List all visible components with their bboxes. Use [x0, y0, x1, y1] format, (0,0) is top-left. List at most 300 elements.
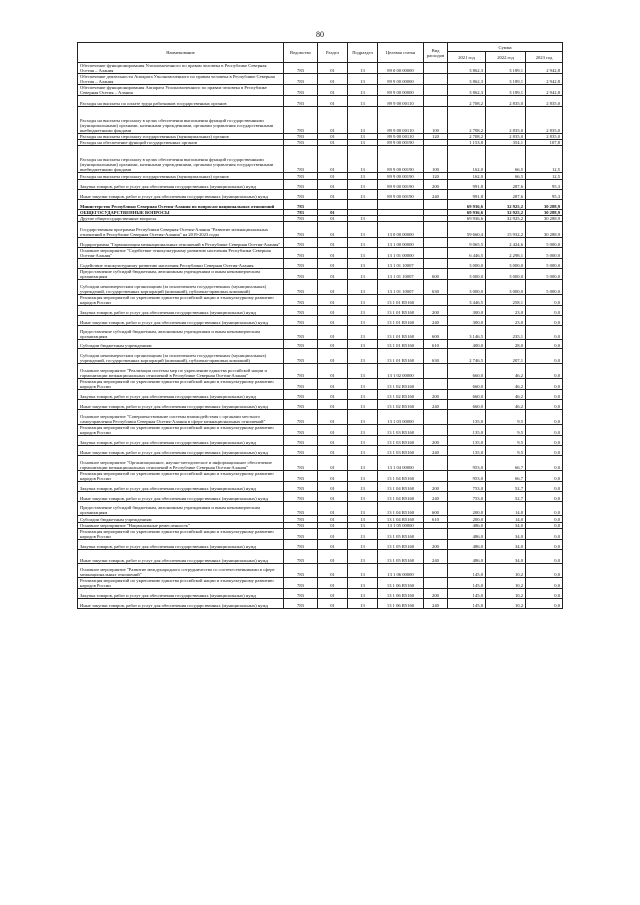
cell-2021: 69 936,6	[448, 216, 486, 222]
cell-2021: 660,0	[448, 390, 486, 400]
cell-ved: 783	[284, 550, 318, 564]
table-row	[78, 173, 563, 180]
cell-2022: 258,1	[486, 295, 526, 306]
cell-2022: 66,5	[486, 146, 526, 173]
cell-name: Расходы на выплаты персоналу государственных (муниципальных) органов	[78, 173, 284, 180]
cell-ved: 783	[284, 349, 318, 364]
cell-razdel: 01	[318, 326, 348, 340]
cell-target-article: 13 1 02 R5160	[378, 390, 424, 400]
cell-expense-type	[424, 63, 448, 74]
cell-razdel: 01	[318, 280, 348, 295]
table-row	[78, 190, 563, 200]
cell-2021: 69 936,6	[448, 200, 486, 210]
cell-razdel: 01	[318, 238, 348, 248]
cell-2021: 486,0	[448, 540, 486, 550]
cell-name: Другие общегосударственные вопросы	[78, 216, 284, 222]
cell-2022: 235,1	[486, 326, 526, 340]
cell-2021: 2 708,2	[448, 107, 486, 134]
cell-ved: 783	[284, 222, 318, 238]
cell-2023: 0,0	[526, 326, 563, 340]
cell-expense-type: 240	[424, 446, 448, 456]
cell-razdel: 01	[318, 516, 348, 523]
cell-podrazdel: 13	[348, 74, 378, 85]
cell-expense-type	[424, 96, 448, 107]
cell-2021: 6 446,5	[448, 248, 486, 259]
table-row	[78, 456, 563, 471]
table-row	[78, 107, 563, 134]
cell-2021: 486,0	[448, 523, 486, 529]
cell-2023: 5 000,0	[526, 269, 563, 280]
cell-2022: 34,0	[486, 540, 526, 550]
cell-target-article: 89 9 00 00190	[378, 190, 424, 200]
cell-target-article: 13 1 01 R5160	[378, 349, 424, 364]
cell-ved: 783	[284, 410, 318, 425]
cell-name: Иные закупки товаров, работ и услуг для обеспечения государственных (муниципальных) нужд	[78, 550, 284, 564]
cell-2022: 10,2	[486, 599, 526, 609]
cell-target-article: 89 9 00 00000	[378, 85, 424, 96]
cell-target-article: 13 1 04 R5160	[378, 502, 424, 516]
cell-ved: 783	[284, 146, 318, 173]
cell-podrazdel: 13	[348, 107, 378, 134]
cell-target-article: 13 1 06 00000	[378, 564, 424, 578]
cell-name: Иные закупки товаров, работ и услуг для обеспечения государственных (муниципальных) нужд	[78, 599, 284, 609]
cell-name: Содействие этнокультурному развитию населения Республики Северная Осетия-Алания	[78, 259, 284, 269]
cell-expense-type	[424, 456, 448, 471]
cell-ved: 783	[284, 210, 318, 216]
cell-podrazdel: 13	[348, 482, 378, 492]
cell-target-article: 13 0 00 00000	[378, 222, 424, 238]
cell-podrazdel: 13	[348, 190, 378, 200]
cell-podrazdel: 13	[348, 173, 378, 180]
cell-2023: 0,0	[526, 540, 563, 550]
cell-target-article: 13 1 04 00000	[378, 456, 424, 471]
cell-ved: 783	[284, 259, 318, 269]
cell-2021: 2 708,2	[448, 96, 486, 107]
cell-ved: 783	[284, 326, 318, 340]
cell-expense-type: 200	[424, 589, 448, 599]
cell-2021: 135,0	[448, 425, 486, 436]
cell-ved: 783	[284, 564, 318, 578]
cell-podrazdel: 13	[348, 340, 378, 349]
cell-razdel: 01	[318, 599, 348, 609]
cell-2021: 135,0	[448, 410, 486, 425]
cell-2022: 207,1	[486, 349, 526, 364]
cell-target-article: 13 1 01 10007	[378, 259, 424, 269]
cell-expense-type: 600	[424, 502, 448, 516]
cell-razdel: 01	[318, 180, 348, 190]
cell-2022: 10,2	[486, 589, 526, 599]
cell-2021: 660,0	[448, 379, 486, 390]
cell-expense-type: 240	[424, 190, 448, 200]
cell-2021: 486,0	[448, 529, 486, 540]
cell-podrazdel: 13	[348, 180, 378, 190]
cell-name: Иные закупки товаров, работ и услуг для обеспечения государственных (муниципальных) нужд	[78, 492, 284, 502]
cell-expense-type: 100	[424, 146, 448, 173]
cell-2021: 2 708,2	[448, 134, 486, 140]
header-year-2023: 2023 год	[526, 52, 563, 63]
cell-razdel: 01	[318, 316, 348, 326]
table-row	[78, 349, 563, 364]
cell-ved: 783	[284, 280, 318, 295]
table-row	[78, 482, 563, 492]
table-row	[78, 599, 563, 609]
cell-2022: 3 189,1	[486, 85, 526, 96]
cell-name: Расходы на выплаты персоналу государственных (муниципальных) органов	[78, 134, 284, 140]
cell-ved: 783	[284, 523, 318, 529]
cell-podrazdel: 13	[348, 316, 378, 326]
cell-target-article: 13 1 06 R5160	[378, 578, 424, 589]
cell-name: Закупка товаров, работ и услуг для обеспечения государственных (муниципальных) нужд	[78, 180, 284, 190]
cell-2021: 400,0	[448, 340, 486, 349]
table-row	[78, 502, 563, 516]
cell-2021: 991,8	[448, 190, 486, 200]
cell-name: Обеспечение функционирования Аппарата Уполномоченного по правам человека в Республике Северная Осетия – Алания	[78, 85, 284, 96]
cell-2022: 34,0	[486, 523, 526, 529]
cell-name: Иные закупки товаров, работ и услуг для обеспечения государственных (муниципальных) нужд	[78, 446, 284, 456]
table-row	[78, 340, 563, 349]
cell-2023: 95,3	[526, 180, 563, 190]
cell-2022: 2 835,0	[486, 107, 526, 134]
cell-2022: 2 298,1	[486, 248, 526, 259]
cell-expense-type: 200	[424, 482, 448, 492]
cell-podrazdel: 13	[348, 216, 378, 222]
cell-ved: 783	[284, 482, 318, 492]
table-row	[78, 295, 563, 306]
cell-ved: 783	[284, 436, 318, 446]
cell-expense-type	[424, 248, 448, 259]
cell-target-article: 13 1 04 R5160	[378, 516, 424, 523]
cell-podrazdel: 13	[348, 134, 378, 140]
cell-razdel: 01	[318, 502, 348, 516]
cell-podrazdel: 13	[348, 238, 378, 248]
cell-ved: 783	[284, 492, 318, 502]
cell-2023: 0,0	[526, 446, 563, 456]
cell-podrazdel: 13	[348, 259, 378, 269]
cell-target-article: 89 9 00 00000	[378, 74, 424, 85]
cell-podrazdel: 13	[348, 248, 378, 259]
cell-name: Субсидии бюджетным учреждениям	[78, 516, 284, 523]
cell-target-article: 13 1 01 10007	[378, 280, 424, 295]
cell-2023: 0,0	[526, 306, 563, 316]
cell-name: Субсидии некоммерческим организациям (за исключением государственных (муниципальных) учреждений, государственных корпораций (компаний), публично-правовых компаний)	[78, 280, 284, 295]
cell-podrazdel: 13	[348, 326, 378, 340]
table-row	[78, 222, 563, 238]
cell-expense-type: 240	[424, 599, 448, 609]
table-row	[78, 564, 563, 578]
cell-target-article: 13 1 04 R5160	[378, 471, 424, 482]
cell-expense-type: 600	[424, 326, 448, 340]
cell-2021: 486,0	[448, 550, 486, 564]
cell-ved: 783	[284, 456, 318, 471]
cell-ved: 783	[284, 502, 318, 516]
cell-ved: 783	[284, 295, 318, 306]
table-row	[78, 280, 563, 295]
cell-2021: 69 936,6	[448, 210, 486, 216]
cell-podrazdel	[348, 200, 378, 210]
cell-ved: 783	[284, 340, 318, 349]
cell-ved: 783	[284, 248, 318, 259]
cell-2021: 3 000,0	[448, 259, 486, 269]
cell-razdel: 01	[318, 492, 348, 502]
cell-2021: 135,0	[448, 436, 486, 446]
cell-podrazdel: 13	[348, 502, 378, 516]
cell-2022: 2 835,0	[486, 96, 526, 107]
cell-2023: 0,0	[526, 425, 563, 436]
cell-2022: 354,1	[486, 140, 526, 146]
cell-2022: 46,2	[486, 390, 526, 400]
cell-2023: 0,0	[526, 492, 563, 502]
cell-razdel: 01	[318, 471, 348, 482]
table-row	[78, 85, 563, 96]
cell-name: Реализация мероприятий по укреплению единства российской нации и этнокультурному развитию народов России	[78, 529, 284, 540]
header-razdel: Раздел	[318, 43, 348, 63]
cell-2023: 2 942,8	[526, 74, 563, 85]
cell-podrazdel: 13	[348, 379, 378, 390]
cell-2021: 162,0	[448, 173, 486, 180]
cell-ved: 783	[284, 589, 318, 599]
cell-name: Закупка товаров, работ и услуг для обеспечения государственных (муниципальных) нужд	[78, 436, 284, 446]
cell-2021: 3 000,0	[448, 269, 486, 280]
cell-podrazdel: 13	[348, 446, 378, 456]
cell-2023: 2 942,8	[526, 63, 563, 74]
header-year-2021: 2021 год	[448, 52, 486, 63]
cell-podrazdel: 13	[348, 550, 378, 564]
cell-podrazdel: 13	[348, 516, 378, 523]
cell-ved: 783	[284, 63, 318, 74]
cell-ved: 783	[284, 540, 318, 550]
cell-2022: 34,0	[486, 529, 526, 540]
cell-2022: 66,7	[486, 471, 526, 482]
header-year-2022: 2022 год	[486, 52, 526, 63]
cell-ved: 783	[284, 238, 318, 248]
cell-target-article: 13 1 00 00000	[378, 238, 424, 248]
cell-expense-type	[424, 74, 448, 85]
cell-podrazdel: 13	[348, 578, 378, 589]
table-row	[78, 578, 563, 589]
cell-2021: 3 446,5	[448, 295, 486, 306]
table-row	[78, 146, 563, 173]
cell-2022: 34,0	[486, 550, 526, 564]
cell-2023: 0,0	[526, 295, 563, 306]
table-row	[78, 492, 563, 502]
cell-razdel: 01	[318, 578, 348, 589]
cell-target-article: 13 1 01 R5160	[378, 316, 424, 326]
cell-2021: 135,0	[448, 446, 486, 456]
cell-target-article: 13 1 01 R5160	[378, 340, 424, 349]
cell-2023: 2 835,0	[526, 134, 563, 140]
cell-expense-type	[424, 410, 448, 425]
cell-ved: 783	[284, 85, 318, 96]
cell-podrazdel: 13	[348, 436, 378, 446]
cell-razdel: 01	[318, 529, 348, 540]
cell-2021: 953,0	[448, 471, 486, 482]
cell-2021: 145,0	[448, 589, 486, 599]
cell-2021: 162,0	[448, 146, 486, 173]
cell-expense-type	[424, 564, 448, 578]
cell-2023: 0,0	[526, 599, 563, 609]
cell-2022: 2 424,6	[486, 238, 526, 248]
cell-target-article: 13 1 02 R5160	[378, 379, 424, 390]
cell-name: Субсидии бюджетным учреждениям	[78, 340, 284, 349]
cell-ved: 783	[284, 529, 318, 540]
cell-2022: 32 925,2	[486, 210, 526, 216]
cell-target-article: 13 1 03 R5160	[378, 425, 424, 436]
table-row	[78, 200, 563, 210]
cell-podrazdel: 13	[348, 589, 378, 599]
cell-expense-type: 240	[424, 400, 448, 410]
cell-razdel: 01	[318, 340, 348, 349]
cell-2022: 15 932,2	[486, 222, 526, 238]
cell-name: Иные закупки товаров, работ и услуг для обеспечения государственных (муниципальных) нужд	[78, 316, 284, 326]
cell-2023: 0,0	[526, 340, 563, 349]
cell-2022: 66,7	[486, 456, 526, 471]
cell-expense-type: 200	[424, 390, 448, 400]
cell-name: Реализация мероприятий по укреплению единства российской нации и этнокультурному развитию народов России	[78, 379, 284, 390]
cell-podrazdel: 13	[348, 456, 378, 471]
cell-2021: 145,0	[448, 564, 486, 578]
header-target-article: Целевая статья	[378, 43, 424, 63]
cell-target-article: 13 1 03 R5160	[378, 436, 424, 446]
cell-target-article: 13 1 01 10007	[378, 269, 424, 280]
cell-2023: 30 288,9	[526, 222, 563, 238]
table-row	[78, 446, 563, 456]
cell-target-article: 89 0 00 00000	[378, 63, 424, 74]
cell-2021: 753,0	[448, 482, 486, 492]
cell-podrazdel: 13	[348, 146, 378, 173]
cell-2021: 3 000,0	[448, 280, 486, 295]
cell-2023: 0,0	[526, 436, 563, 446]
cell-razdel	[318, 200, 348, 210]
cell-target-article: 13 1 05 00000	[378, 523, 424, 529]
cell-2023: 0,0	[526, 364, 563, 379]
cell-expense-type	[424, 222, 448, 238]
cell-name: Расходы на выплаты персоналу в целях обеспечения выполнения функций государственными (муниципальными) органами, казенными учреждениями, органами управления государственными внебюджетными фондами	[78, 146, 284, 173]
cell-ved: 783	[284, 134, 318, 140]
cell-name: Закупка товаров, работ и услуг для обеспечения государственных (муниципальных) нужд	[78, 540, 284, 550]
cell-razdel: 01	[318, 550, 348, 564]
cell-expense-type	[424, 425, 448, 436]
cell-2023: 0,0	[526, 349, 563, 364]
cell-2022: 10,2	[486, 578, 526, 589]
cell-name: Реализация мероприятий по укреплению единства российской нации и этнокультурному развитию народов России	[78, 425, 284, 436]
cell-podrazdel: 13	[348, 540, 378, 550]
cell-2021: 991,8	[448, 180, 486, 190]
cell-2022: 9,5	[486, 436, 526, 446]
cell-razdel: 01	[318, 482, 348, 492]
cell-razdel: 01	[318, 349, 348, 364]
cell-name: Основное мероприятие "Развитие международного сотрудничества со соотечественниками в сфере межнациональных отношений"	[78, 564, 284, 578]
cell-2022: 3 000,0	[486, 259, 526, 269]
cell-razdel: 01	[318, 540, 348, 550]
cell-expense-type	[424, 529, 448, 540]
cell-expense-type: 120	[424, 134, 448, 140]
cell-2022: 9,5	[486, 425, 526, 436]
cell-name: Государственная программа Республики Северная Осетия-Алания "Развитие межнациональных отношений в Республике Северная Осетия-Алания" на 2019-2023 годы	[78, 222, 284, 238]
cell-name: Министерство Республики Северная Осетия-Алания по вопросам национальных отношений	[78, 200, 284, 210]
cell-2023: 2 835,0	[526, 96, 563, 107]
cell-expense-type: 630	[424, 280, 448, 295]
cell-razdel: 01	[318, 410, 348, 425]
cell-ved: 783	[284, 190, 318, 200]
cell-expense-type: 200	[424, 540, 448, 550]
cell-2021: 3 862,3	[448, 63, 486, 74]
cell-2022: 3 189,1	[486, 63, 526, 74]
cell-razdel: 01	[318, 210, 348, 216]
table-header	[78, 43, 563, 63]
cell-target-article: 13 1 02 R5160	[378, 400, 424, 410]
cell-razdel: 01	[318, 564, 348, 578]
cell-ved: 783	[284, 74, 318, 85]
cell-target-article: 89 9 00 00190	[378, 180, 424, 190]
cell-podrazdel: 13	[348, 523, 378, 529]
cell-expense-type	[424, 379, 448, 390]
cell-razdel: 01	[318, 190, 348, 200]
cell-podrazdel: 13	[348, 306, 378, 316]
cell-podrazdel: 13	[348, 364, 378, 379]
cell-name: ОБЩЕГОСУДАРСТВЕННЫЕ ВОПРОСЫ	[78, 210, 284, 216]
cell-podrazdel: 13	[348, 471, 378, 482]
cell-razdel: 01	[318, 446, 348, 456]
cell-target-article: 13 1 03 R5160	[378, 446, 424, 456]
cell-name: Закупка товаров, работ и услуг для обеспечения государственных (муниципальных) нужд	[78, 306, 284, 316]
cell-2023: 0,0	[526, 482, 563, 492]
cell-2022: 287,6	[486, 190, 526, 200]
page-number: 80	[316, 30, 324, 39]
cell-podrazdel: 13	[348, 63, 378, 74]
cell-2021: 200,0	[448, 502, 486, 516]
header-sum: Сумма	[448, 43, 563, 52]
cell-expense-type: 600	[424, 269, 448, 280]
cell-podrazdel: 13	[348, 529, 378, 540]
cell-expense-type	[424, 259, 448, 269]
cell-podrazdel: 13	[348, 222, 378, 238]
cell-razdel: 01	[318, 523, 348, 529]
cell-2021: 200,0	[448, 516, 486, 523]
table-row	[78, 436, 563, 446]
cell-ved: 783	[284, 306, 318, 316]
cell-ved: 783	[284, 599, 318, 609]
cell-podrazdel: 13	[348, 96, 378, 107]
cell-2021: 3 862,3	[448, 74, 486, 85]
table-row	[78, 379, 563, 390]
cell-target-article: 13 1 06 R5160	[378, 589, 424, 599]
table-row	[78, 550, 563, 564]
cell-razdel: 01	[318, 107, 348, 134]
cell-razdel: 01	[318, 390, 348, 400]
table-row	[78, 326, 563, 340]
cell-2023: 0,0	[526, 564, 563, 578]
cell-target-article: 89 9 00 00190	[378, 146, 424, 173]
cell-2022: 14,0	[486, 516, 526, 523]
cell-podrazdel: 13	[348, 85, 378, 96]
cell-razdel: 01	[318, 400, 348, 410]
cell-ved: 783	[284, 216, 318, 222]
table-row	[78, 425, 563, 436]
cell-podrazdel: 13	[348, 492, 378, 502]
cell-target-article: 13 1 03 00000	[378, 410, 424, 425]
cell-expense-type	[424, 200, 448, 210]
cell-name: Основное мероприятие "Содействие этнокультурному развитию населения Республики Северная Осетия-Алания"	[78, 248, 284, 259]
cell-name: Основное мероприятие "Национальные ремесленность"	[78, 523, 284, 529]
cell-2022: 66,5	[486, 173, 526, 180]
cell-2022: 32 925,2	[486, 200, 526, 210]
cell-2021: 660,0	[448, 364, 486, 379]
cell-razdel: 01	[318, 425, 348, 436]
cell-expense-type: 200	[424, 180, 448, 190]
cell-target-article: 13 1 01 R5160	[378, 326, 424, 340]
cell-name: Основное мероприятие "Совершенствование системы взаимодействия с органами местного самоуправления Республики Северная Осетия-Алания в сфере межнациональных отношений"	[78, 410, 284, 425]
table-row	[78, 63, 563, 74]
